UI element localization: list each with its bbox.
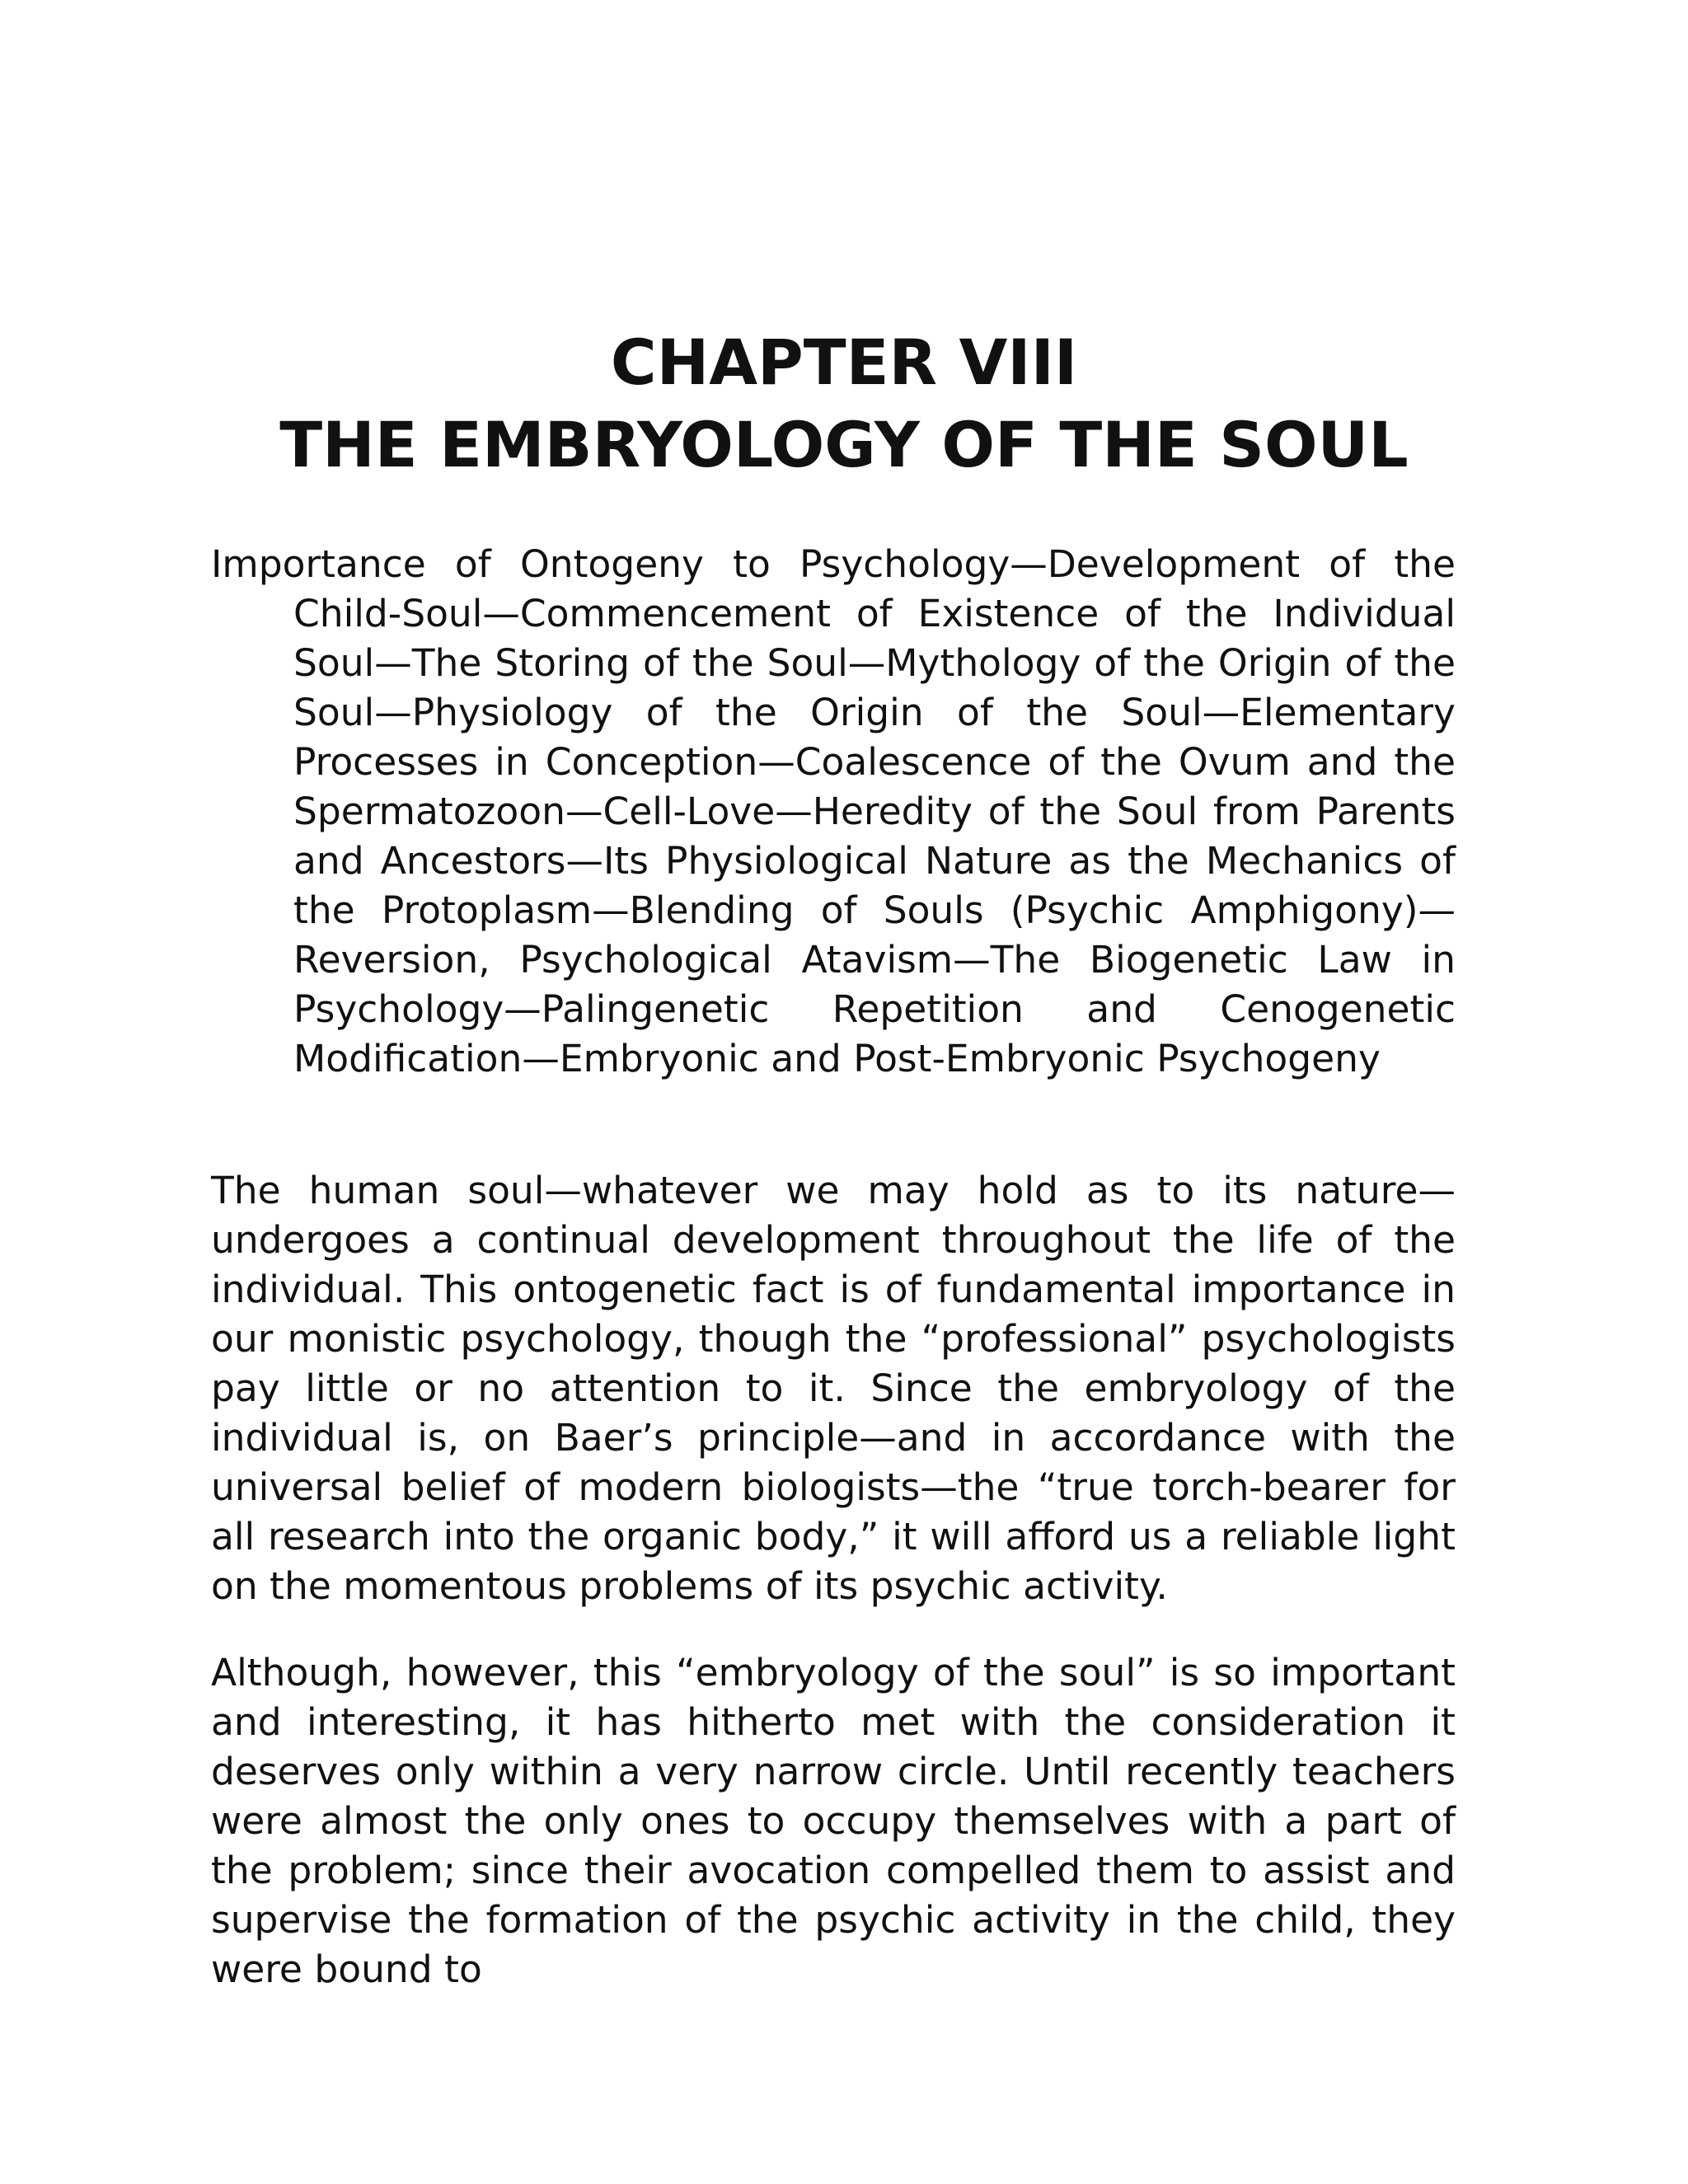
body-paragraph: The human soul—whatever we may hold as to its nature—undergoes a continual development throughout the life of the individual. This ontogenetic fact is of fundamental importance in our monistic psychology, though the “professional” psychologists pay little or no attention to it. Since the embryology of the individual is, on Baer’s principle—and in accordance with the universal belief of modern biologists—the “true torch-bearer for all research into the organic body,” it will afford us a reliable light on the momentous problems of its psychic activity. — [211, 1169, 1456, 1608]
chapter-title: THE EMBRYOLOGY OF THE SOUL — [279, 408, 1409, 481]
chapter-number: CHAPTER VIII — [610, 326, 1078, 399]
body-paragraph: Although, however, this “embryology of the soul” is so important and interesting, it has hitherto met with the consideration it deserves only within a very narrow circle. Until recently teachers were almost the only ones to occupy themselves with a part of the problem; since their avocation compelled them to assist and supervise the formation of the psychic activity in the child, they were bound to — [211, 1651, 1456, 1991]
chapter-body — [211, 1166, 1456, 2032]
chapter-synopsis: Importance of Ontogeny to Psychology—Development of the Child-Soul—Commencement of Existence of the Individual Soul—The Storing of the Soul—Mythology of the Origin of the Soul—Physiology of the Origin of the Soul—Elementary Processes in Conception—Coalescence of the Ovum and the Spermatozoon—Cell-Love—Heredity of the Soul from Parents and Ancestors—Its Physiological Nature as the Mechanics of the Protoplasm—Blending of Souls (Psychic Amphigony)—Reversion, Psychological Atavism—The Biogenetic Law in Psychology—Palingenetic Repetition and Cenogenetic Modification—Embryonic and Post-Embryonic Psychogeny — [211, 542, 1456, 1080]
chapter-heading — [0, 321, 1688, 486]
